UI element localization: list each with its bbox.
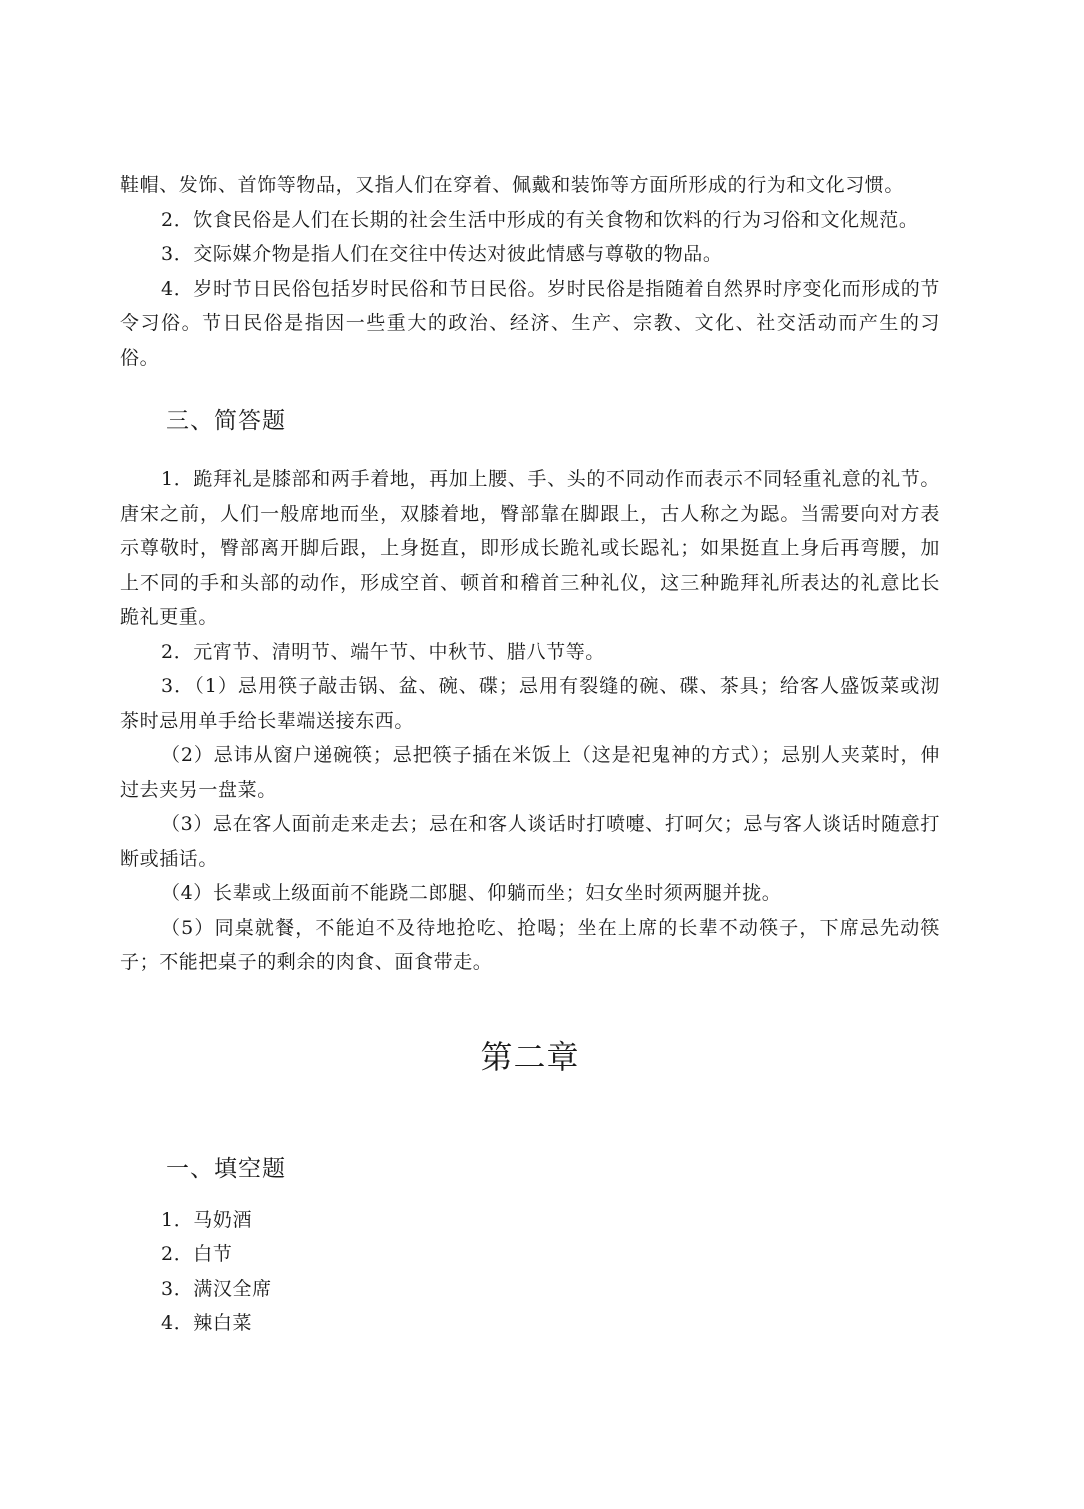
paragraph: 4．岁时节日民俗包括岁时民俗和节日民俗。岁时民俗是指随着自然界时序变化而形成的节令习俗。节日民俗是指因一些重大的政治、经济、生产、宗教、文化、社交活动而产生的习俗。 — [120, 277, 940, 369]
paragraph: （5）同桌就餐，不能迫不及待地抢吃、抢喝；坐在上席的长辈不动筷子，下席忌先动筷子；不能把桌子的剩余的肉食、面食带走。 — [120, 916, 940, 973]
paragraph: 3．（1）忌用筷子敲击锅、盆、碗、碟；忌用有裂缝的碗、碟、茶具；给客人盛饭菜或沏茶时忌用单手给长辈端送接东西。 — [120, 675, 940, 732]
list-item: 4．辣白菜 — [161, 1312, 253, 1334]
chapter-title: 第二章 — [480, 1037, 580, 1076]
paragraph: 3．交际媒介物是指人们在交往中传达对彼此情感与尊敬的物品。 — [161, 243, 723, 265]
list-item: 2．白节 — [161, 1243, 233, 1265]
document-page — [120, 168, 940, 1341]
list-item: 1．马奶酒 — [161, 1208, 253, 1231]
section-heading-short-answer: 三、简答题 — [166, 408, 286, 434]
section-heading-fill-blank: 一、填空题 — [166, 1155, 286, 1182]
paragraph: 2．饮食民俗是人们在长期的社会生活中形成的有关食物和饮料的行为习俗和文化规范。 — [161, 208, 919, 231]
list-item: 3．满汉全席 — [161, 1277, 272, 1300]
paragraph: 1．跪拜礼是膝部和两手着地，再加上腰、手、头的不同动作而表示不同轻重礼意的礼节。唐宋之前，人们一般席地而坐，双膝着地，臀部靠在脚跟上，古人称之为跽。当需要向对方表示尊敬时，臀部离开脚后跟，上身挺直，即形成长跪礼或长跽礼；如果挺直上身后再弯腰，加上不同的手和头部的动作，形成空首、顿首和稽首三种礼仪，这三种跪拜礼所表达的礼意比长跪礼更重。 — [120, 468, 940, 628]
paragraph: （2）忌讳从窗户递碗筷；忌把筷子插在米饭上（这是祀鬼神的方式）；忌别人夹菜时，伸过去夹另一盘菜。 — [120, 744, 940, 801]
paragraph: 鞋帽、发饰、首饰等物品，又指人们在穿着、佩戴和装饰等方面所形成的行为和文化习惯。 — [120, 174, 905, 196]
paragraph: （3）忌在客人面前走来走去；忌在和客人谈话时打喷嚏、打呵欠；忌与客人谈话时随意打断或插话。 — [120, 813, 940, 870]
paragraph: （4）长辈或上级面前不能跷二郎腿、仰躺而坐；妇女坐时须两腿并拢。 — [161, 882, 782, 904]
paragraph: 2．元宵节、清明节、端午节、中秋节、腊八节等。 — [161, 640, 605, 663]
